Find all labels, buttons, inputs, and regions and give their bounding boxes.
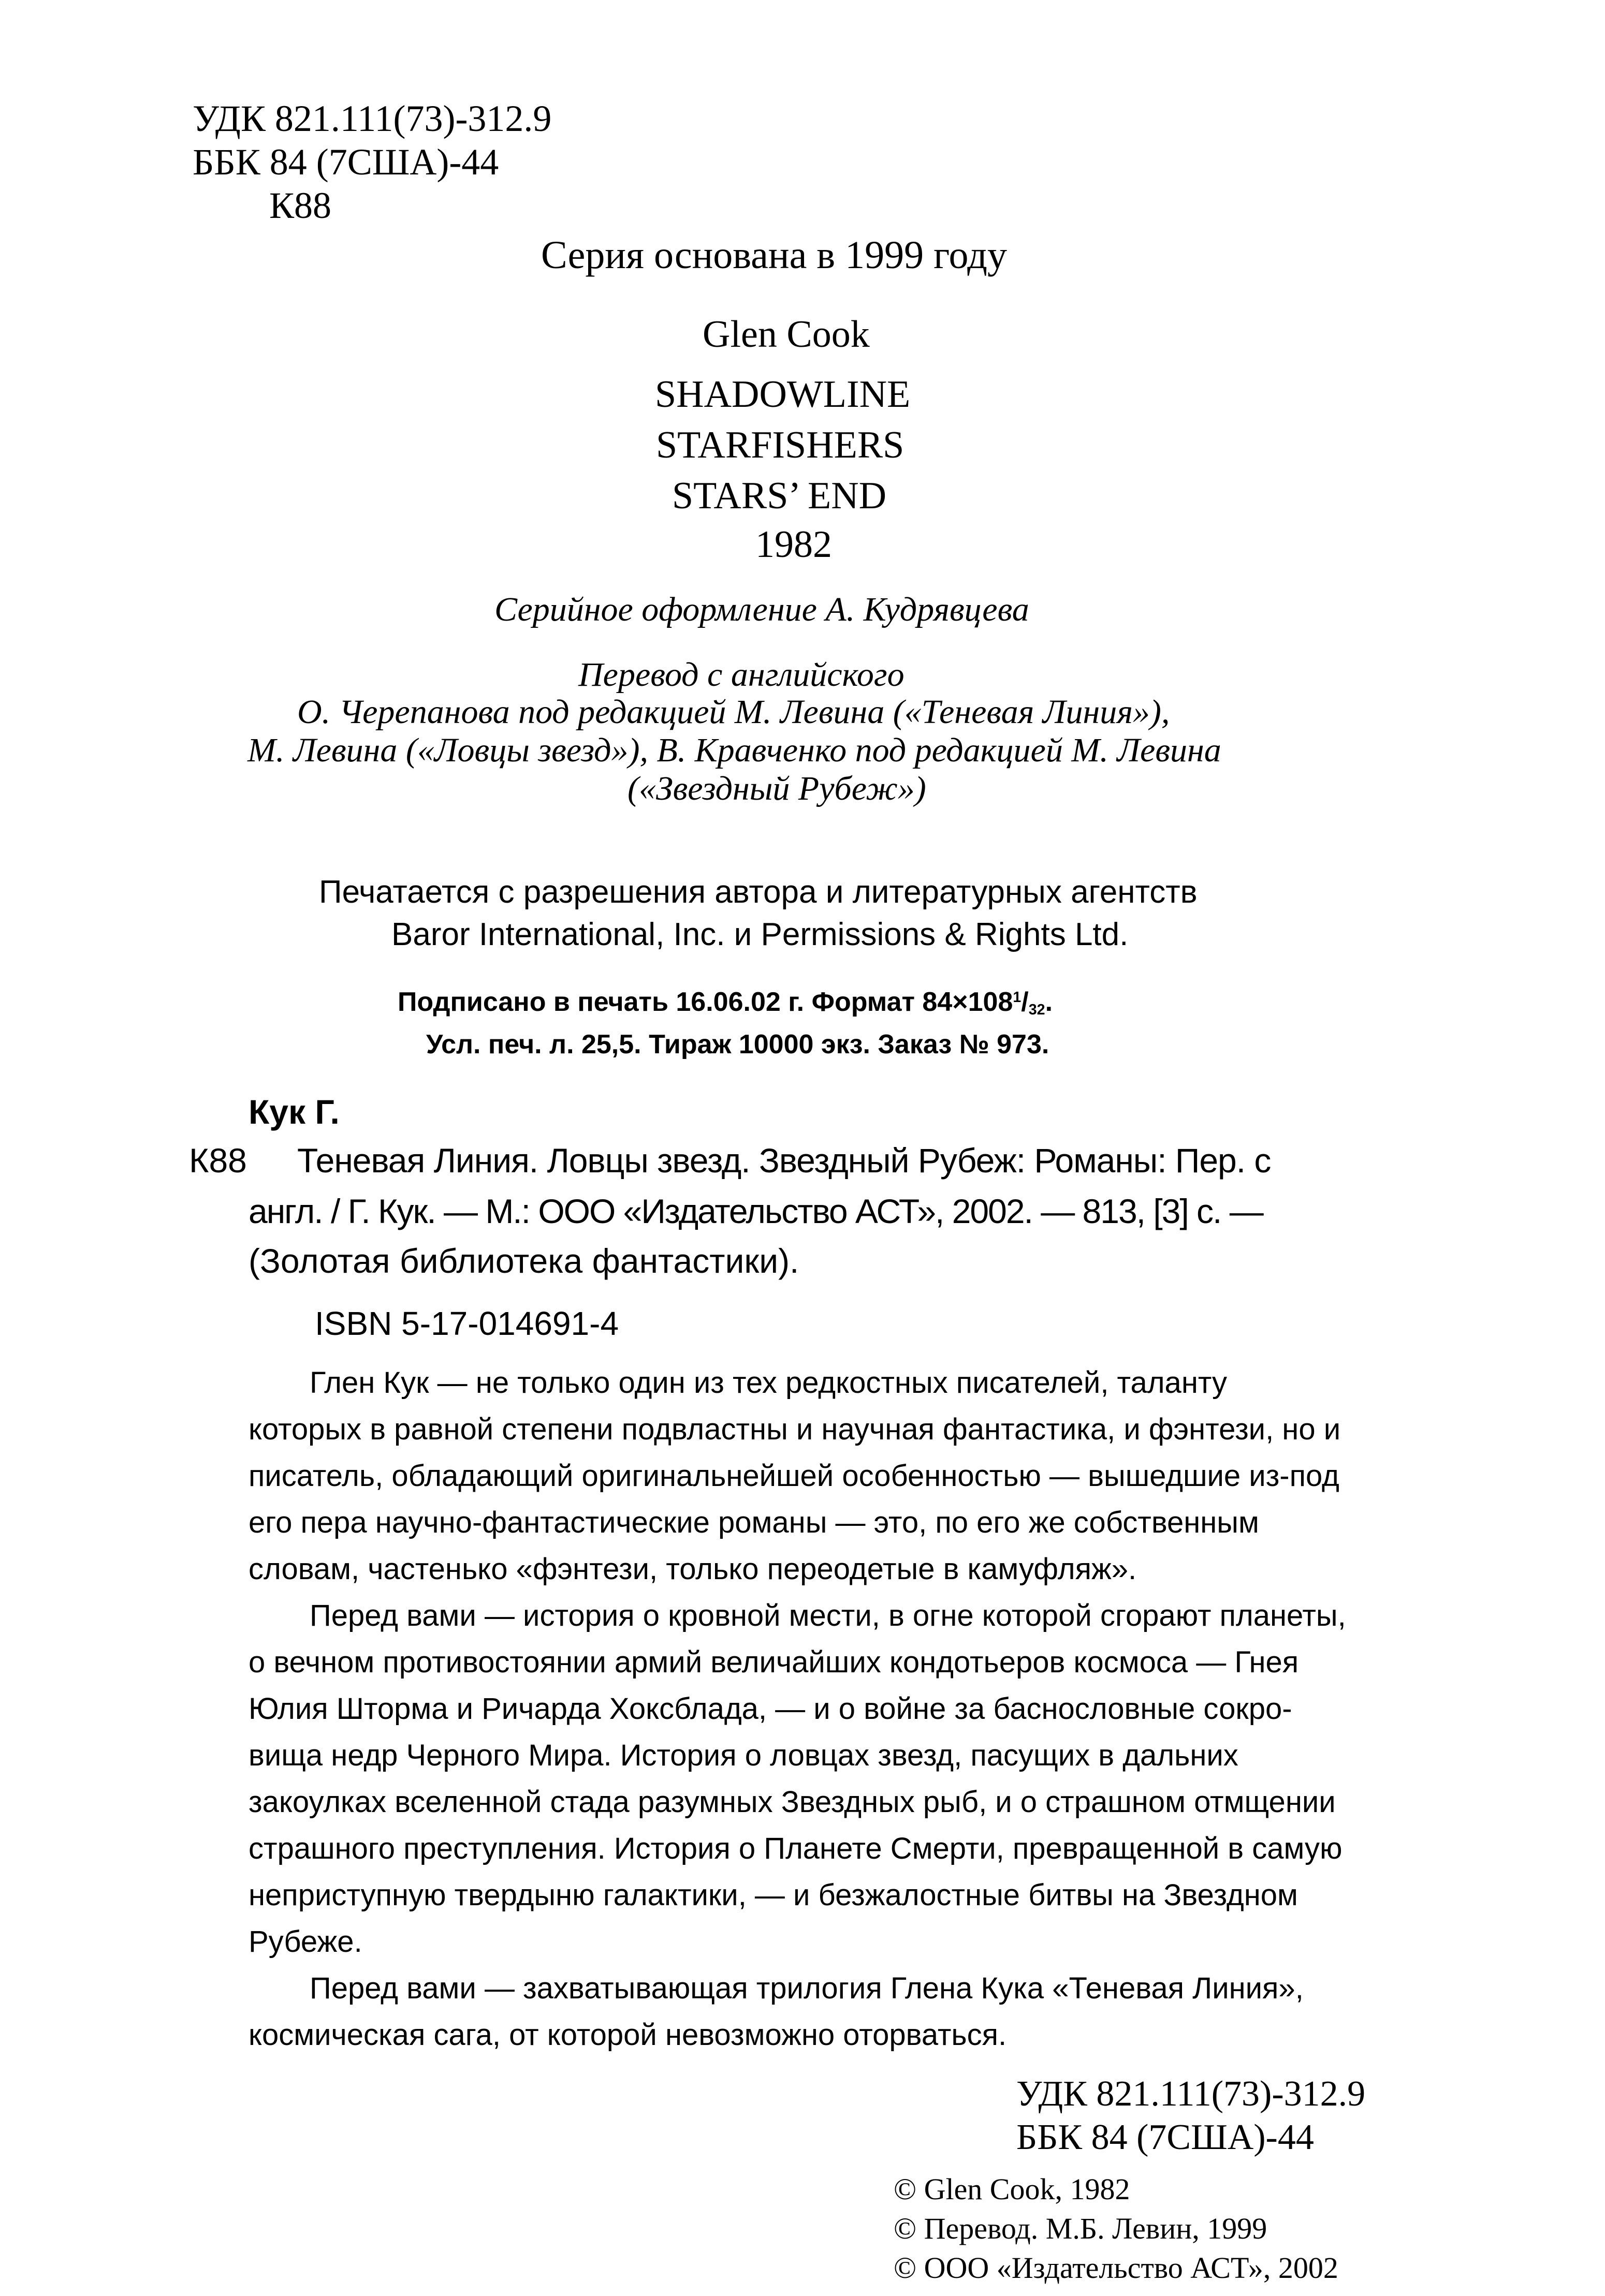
- original-title-1: SHADOWLINE: [655, 373, 911, 416]
- print-info-slash: /: [1021, 987, 1029, 1017]
- print-info-line-2: Усл. печ. л. 25,5. Тираж 10000 экз. Заказ № 973.: [426, 1029, 1049, 1059]
- catalog-line-2: англ. / Г. Кук. — М.: ООО «Издательство АСТ», 2002. — 813, [3] с. —: [249, 1192, 1263, 1230]
- udk-bottom: УДК 821.111(73)-312.9: [1016, 2074, 1366, 2114]
- print-info-main: Подписано в печать 16.06.02 г. Формат 84×108: [398, 987, 1013, 1017]
- bbk-bottom: ББК 84 (7США)-44: [1016, 2117, 1314, 2157]
- permission-line-1: Печатается с разрешения автора и литературных агентств: [319, 874, 1198, 910]
- annotation-p2-line-3: Юлия Шторма и Ричарда Хоксблада, — и о войне за баснословные сокро-: [249, 1692, 1292, 1726]
- annotation-p2-line-8: Рубеже.: [249, 1925, 362, 1959]
- annotation-p1-line-1: Глен Кук — не только один из тех редкостных писателей, таланту: [310, 1366, 1228, 1400]
- print-info-sup: 1: [1013, 989, 1022, 1006]
- udk-top: УДК 821.111(73)-312.9: [193, 98, 552, 139]
- permission-line-2: Baror International, Inc. и Permissions & Rights Ltd.: [391, 917, 1129, 952]
- catalog-line-1: Теневая Линия. Ловцы звезд. Звездный Рубеж: Романы: Пер. с: [297, 1141, 1271, 1180]
- annotation-p2-line-4: вища недр Черного Мира. История о ловцах звезд, пасущих в дальних: [249, 1739, 1238, 1772]
- annotation-p1-line-4: его пера научно-фантастические романы — это, по его же собственным: [249, 1506, 1259, 1539]
- original-title-3: STARS’ END: [672, 475, 887, 517]
- author-code-top: К88: [269, 185, 332, 226]
- print-info-line-1: [398, 987, 1053, 1019]
- series-note: Серия основана в 1999 году: [541, 233, 1007, 277]
- catalog-code: К88: [189, 1141, 247, 1180]
- bbk-top: ББК 84 (7США)-44: [193, 141, 499, 183]
- print-info-sub: 32: [1028, 1002, 1045, 1019]
- print-info-end: .: [1045, 987, 1053, 1017]
- annotation-p2-line-1: Перед вами — история о кровной мести, в огне которой сгорают планеты,: [310, 1599, 1346, 1632]
- catalog-author: Кук Г.: [249, 1093, 340, 1131]
- translation-line-4: («Звездный Рубеж»): [628, 770, 926, 807]
- original-title-2: STARFISHERS: [656, 424, 904, 466]
- isbn: ISBN 5-17-014691-4: [315, 1305, 619, 1342]
- copyright-2: © Перевод. М.Б. Левин, 1999: [894, 2212, 1267, 2245]
- annotation-p2-line-7: неприступную твердыню галактики, — и безжалостные битвы на Звездном: [249, 1878, 1298, 1912]
- original-author: Glen Cook: [703, 313, 870, 356]
- annotation-p2-line-2: о вечном противостоянии армий величайших кондотьеров космоса — Гнея: [249, 1645, 1299, 1679]
- annotation-p3-line-2: космическая сага, от которой невозможно оторваться.: [249, 2018, 1007, 2052]
- annotation-p2-line-5: закоулках вселенной стада разумных Звездных рыб, и о страшном отмщении: [249, 1785, 1336, 1819]
- catalog-line-3: (Золотая библиотека фантастики).: [249, 1242, 799, 1280]
- design-credit: Серийное оформление А. Кудрявцева: [494, 591, 1029, 628]
- copyright-1: © Glen Cook, 1982: [894, 2172, 1130, 2206]
- copyright-3: © ООО «Издательство АСТ», 2002: [894, 2251, 1338, 2285]
- annotation-p1-line-2: которых в равной степени подвластны и научная фантастика, и фэнтези, но и: [249, 1412, 1341, 1446]
- translation-line-3: М. Левина («Ловцы звезд»), В. Кравченко под редакцией М. Левина: [247, 731, 1221, 769]
- annotation-p2-line-6: страшного преступления. История о Планете Смерти, превращенной в самую: [249, 1832, 1343, 1865]
- original-year: 1982: [755, 523, 832, 566]
- translation-line-2: О. Черепанова под редакцией М. Левина («Теневая Линия»),: [297, 693, 1170, 731]
- annotation-p1-line-3: писатель, обладающий оригинальнейшей особенностью — вышедшие из-под: [249, 1459, 1339, 1493]
- annotation-p3-line-1: Перед вами — захватывающая трилогия Глена Кука «Теневая Линия»,: [310, 1971, 1304, 2005]
- translation-line-1: Перевод с английского: [578, 656, 904, 694]
- annotation-p1-line-5: словам, частенько «фэнтези, только переодетые в камуфляж».: [249, 1552, 1137, 1586]
